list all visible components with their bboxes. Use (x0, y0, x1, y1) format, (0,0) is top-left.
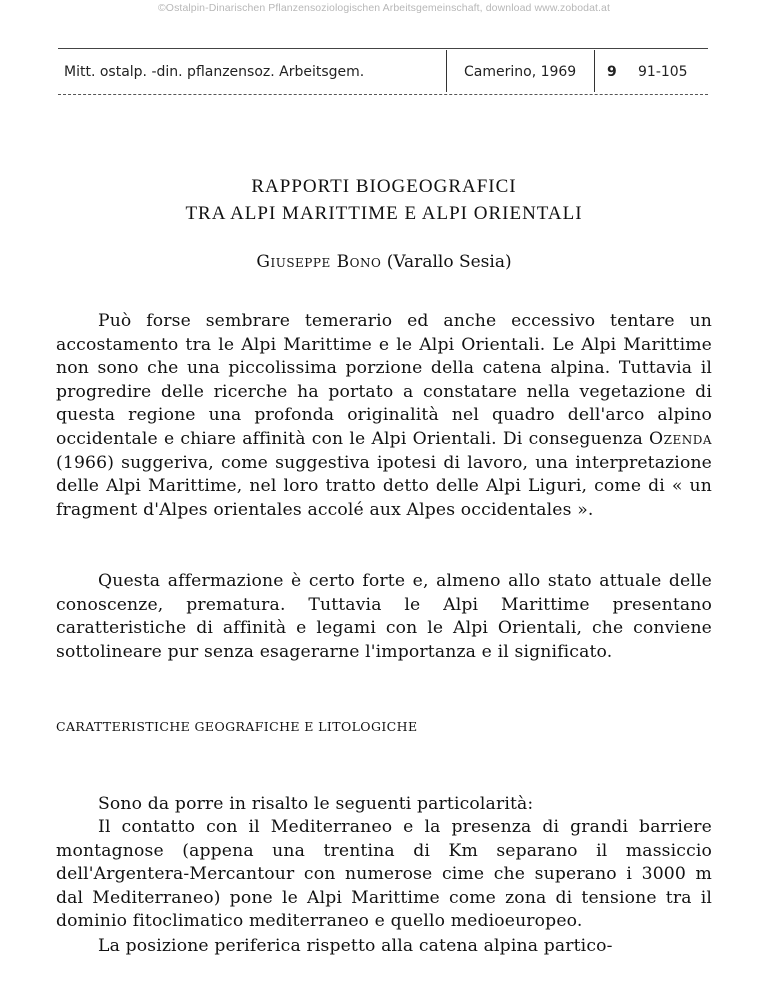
article-title-line-1: RAPPORTI BIOGEOGRAFICI (251, 176, 517, 197)
intro-text: (1966) suggeriva, come suggestiva ipotesi di lavoro, una interpretazione delle Alpi Marittime, nel loro tratto detto delle Alpi Liguri, come di « un fragment d'Alpes orientales accolé aux Alpes occidentales ». (56, 452, 712, 520)
header-divider (446, 50, 447, 92)
watermark: ©Ostalpin-Dinarischen Pflanzensoziologischen Arbeitsgemeinschaft, download www.zobodat.at (157, 2, 611, 14)
article-title-line-2: TRA ALPI MARITTIME E ALPI ORIENTALI (185, 203, 583, 224)
author-line (0, 252, 768, 272)
journal-header (58, 48, 708, 96)
section-paragraph-2: Il contatto con il Mediterraneo e la presenza di grandi barriere montagnose (appena una trentina di Km separano il massiccio dell'Argentera-Mercantour con numerose cime che superano i 3000 m dal Mediterraneo) pone le Alpi Marittime come zona di tensione tra il dominio fitoclimatico mediterraneo e quello medioeuropeo. (56, 817, 712, 932)
author-affiliation: (Varallo Sesia) (386, 252, 512, 272)
volume-number: 9 (607, 64, 617, 80)
intro-paragraph-1 (56, 310, 712, 522)
section-paragraph-1: Sono da porre in risalto le seguenti particolarità: (98, 794, 534, 814)
page-range: 91-105 (638, 64, 688, 80)
intro-paragraph-2: Questa affermazione è certo forte e, almeno allo stato attuale delle conoscenze, prematura. Tuttavia le Alpi Marittime presentano caratteristiche di affinità e legami con le Alpi Orientali, che conviene sottolineare pur senza esagerarne l'importanza e il significato. (56, 571, 712, 662)
journal-name: Mitt. ostalp. -din. pflanzensoz. Arbeitsgem. (64, 64, 365, 80)
header-top-rule (58, 48, 708, 49)
section-paragraph-3: La posizione periferica rispetto alla catena alpina partico- (98, 936, 613, 956)
header-divider (594, 50, 595, 92)
section-heading: CARATTERISTICHE GEOGRAFICHE E LITOLOGICHE (56, 719, 418, 734)
intro-text: Può forse sembrare temerario ed anche eccessivo tentare un accostamento tra le Alpi Marittime e le Alpi Orientali. Le Alpi Marittime non sono che una piccolissima porzione della catena alpina. Tuttavia il progredire delle ricerche ha portato a constatare nella vegetazione di questa regione una profonda originalità nel quadro dell'arco alpino occidentale e chiare affinità con le Alpi Orientali. Di conseguenza (56, 311, 712, 449)
header-bottom-rule (58, 94, 708, 95)
place-year: Camerino, 1969 (464, 64, 577, 80)
author-name: Giuseppe Bono (256, 252, 382, 272)
citation-author: Ozenda (649, 428, 712, 449)
